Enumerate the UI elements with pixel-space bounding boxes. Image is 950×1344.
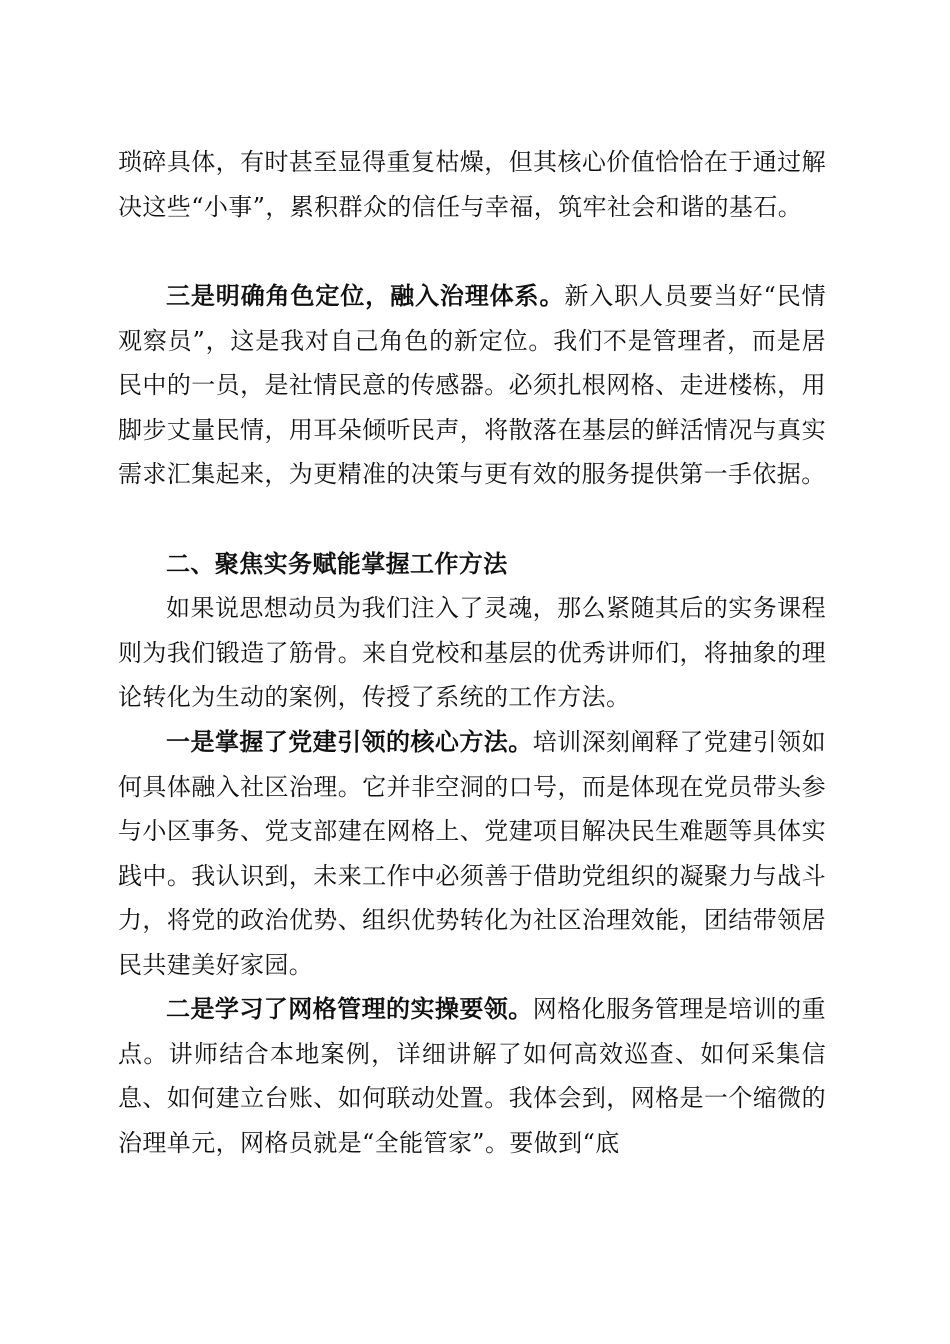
paragraph-text: 如果说思想动员为我们注入了灵魂，那么紧随其后的实务课程则为我们锻造了筋骨。来自党校和基层的优秀讲师们，将抽象的理论转化为生动的案例，传授了系统的工作方法。 (118, 594, 826, 711)
section-heading: 二、聚焦实务赋能掌握工作方法 (166, 550, 508, 578)
paragraph-lead: 三是明确角色定位，融入治理体系。 (166, 281, 565, 310)
paragraph-body: 新入职人员要当好“民情观察员”，这是我对自己角色的新定位。我们不是管理者，而是居民中的一员，是社情民意的传感器。必须扎根网格、走进楼栋，用脚步丈量民情，用耳朵倾听民声，将散落在基层的鲜活情况与真实需求汇集起来，为更精准的决策与更有效的服务提供第一手依据。 (118, 282, 826, 488)
paragraph-grid (118, 987, 826, 1165)
paragraph-intro (118, 586, 826, 720)
paragraph-lead: 一是掌握了党建引领的核心方法。 (166, 727, 533, 756)
paragraph-continuation (118, 140, 826, 229)
paragraph-lead: 二是学习了网格管理的实操要领。 (166, 994, 533, 1023)
paragraph-party (118, 720, 826, 987)
paragraph-body: 网格化服务管理是培训的重点。讲师结合本地案例，详细讲解了如何高效巡查、如何采集信息、如何建立台账、如何联动处置。我体会到，网格是一个缩微的治理单元，网格员就是“全能管家”。要做到“底 (118, 995, 826, 1157)
paragraph-role (118, 274, 826, 497)
paragraph-body: 培训深刻阐释了党建引领如何具体融入社区治理。它并非空洞的口号，而是体现在党员带头参与小区事务、党支部建在网格上、党建项目解决民生难题等具体实践中。我认识到，未来工作中必须善于借助党组织的凝聚力与战斗力，将党的政治优势、组织优势转化为社区治理效能，团结带领居民共建美好家园。 (118, 728, 826, 979)
paragraph-text: 琐碎具体，有时甚至显得重复枯燥，但其核心价值恰恰在于通过解决这些“小事”，累积群众的信任与幸福，筑牢社会和谐的基石。 (118, 148, 826, 221)
